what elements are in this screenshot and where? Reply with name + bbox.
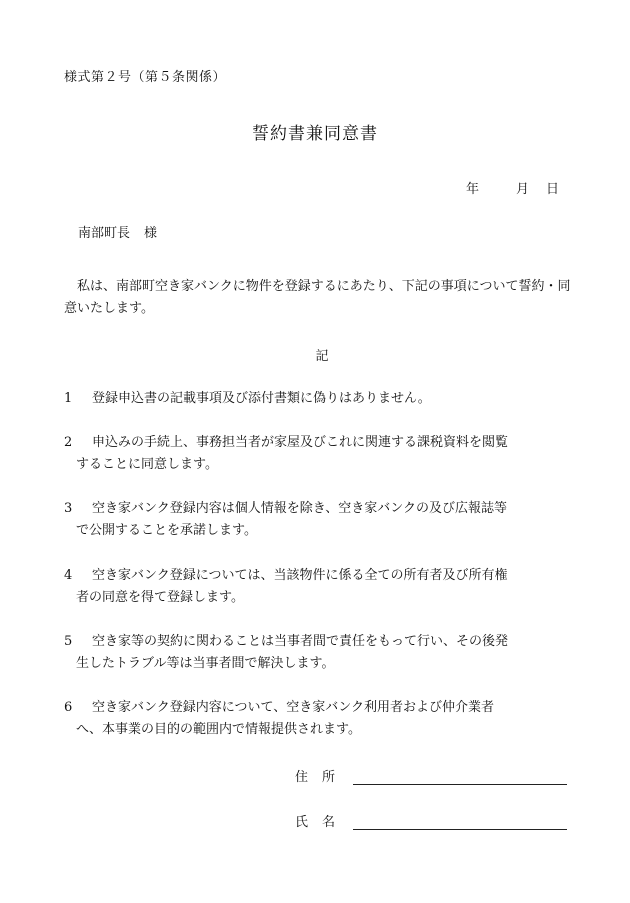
pledge-item [64,631,514,675]
pledge-item-text: 空き家バンク登録内容について、空き家バンク利用者および仲介業者へ、本事業の目的の範囲内で情報提供されます。 [76,700,494,737]
name-row [295,811,567,830]
pledge-item [64,565,514,609]
pledge-item [64,498,514,542]
pledge-item-number: 1 [64,391,73,406]
addressee-name: 南部町長 [78,226,131,241]
date-day-label: 日 [546,182,560,197]
pledge-item-text: 空き家等の契約に関わることは当事者間で責任をもって行い、その後発生したトラブル等は当事者間で解決します。 [76,634,509,671]
pledge-item-text: 空き家バンク登録内容は個人情報を除き、空き家バンクの及び広報誌等で公開することを承諾します。 [76,501,507,538]
address-field[interactable] [353,769,567,785]
intro-paragraph: 私は、南部町空き家バンクに物件を登録するにあたり、下記の事項について誓約・同意いたします。 [64,279,571,316]
ki-heading: 記 [315,349,329,364]
pledge-item-number: 4 [64,568,73,583]
address-row [295,766,567,785]
date-line [466,178,559,197]
pledge-item-text: 空き家バンク登録については、当該物件に係る全ての所有者及び所有権者の同意を得て登録します。 [76,568,508,605]
form-number: 様式第２号（第５条関係） [64,70,227,85]
pledge-item-number: 5 [64,634,73,649]
pledge-item-text: 登録申込書の記載事項及び添付書類に偽りはありません。 [92,391,431,406]
document-title: 誓約書兼同意書 [252,124,378,144]
name-label: 氏名 [295,815,350,830]
pledge-item-number: 3 [64,501,73,516]
addressee [78,222,157,241]
addressee-honorific: 様 [144,226,158,241]
pledge-item-number: 6 [64,700,73,715]
pledge-item-text: 申込みの手続上、事務担当者が家屋及びこれに関連する課税資料を閲覧することに同意します。 [76,435,509,472]
pledge-item [64,432,514,476]
pledge-item [64,697,514,741]
date-month-label: 月 [516,182,530,197]
date-year-label: 年 [466,182,480,197]
pledge-item-number: 2 [64,435,73,450]
pledge-item [64,388,514,410]
address-label: 住所 [295,770,350,785]
name-field[interactable] [353,814,567,830]
